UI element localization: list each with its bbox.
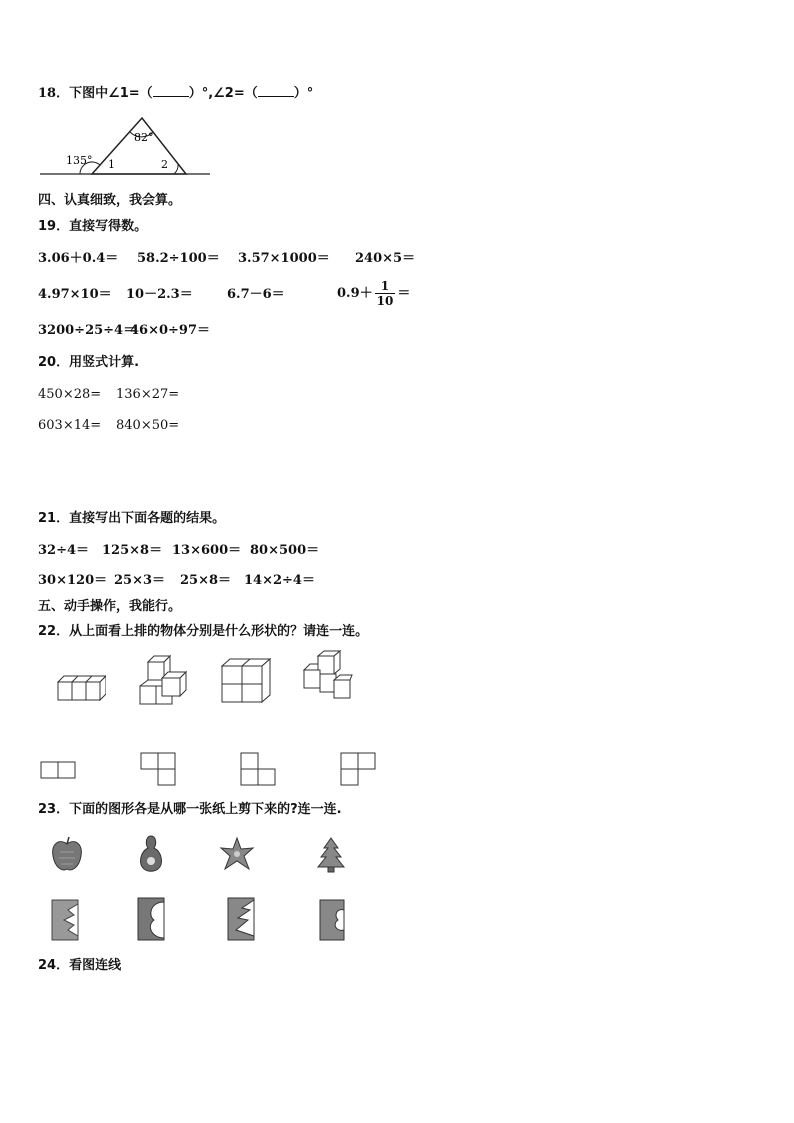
angle2-arc xyxy=(174,164,178,174)
top-view-1 xyxy=(40,760,78,780)
q21-item: 30×120＝ xyxy=(38,573,108,588)
frac-prefix: 0.9＋ xyxy=(337,286,373,301)
q18-line xyxy=(38,84,313,102)
q18-number: 18． xyxy=(38,86,70,101)
q18-mid: ）°,∠2=（ xyxy=(188,86,258,101)
q21-title: 21．直接写出下面各题的结果。 xyxy=(38,511,226,526)
q18-end: ）° xyxy=(293,86,314,101)
q18-text: 下图中∠1=（ xyxy=(69,86,153,101)
q19-item: 3200÷25÷4＝ xyxy=(38,323,137,338)
q19-item: 3.57×1000＝ xyxy=(238,251,330,266)
frac-numerator: 1 xyxy=(375,279,396,294)
cut-paper-4 xyxy=(318,898,348,942)
q20-item: 136×27= xyxy=(116,387,180,402)
q21-item: 80×500＝ xyxy=(250,543,320,558)
q21-item: 125×8＝ xyxy=(102,543,163,558)
q24-title: 24．看图连线 xyxy=(38,958,122,973)
top-view-4 xyxy=(340,752,378,788)
tree-icon xyxy=(316,836,346,874)
fraction xyxy=(375,279,396,308)
angle2-label: 2 xyxy=(161,158,168,171)
q20-item: 603×14= xyxy=(38,418,102,433)
q19-item: 6.7－6＝ xyxy=(227,287,285,302)
q19-item: 58.2÷100＝ xyxy=(137,251,220,266)
q21-item: 25×8＝ xyxy=(180,573,232,588)
q20-item: 450×28= xyxy=(38,387,102,402)
gourd-icon xyxy=(134,834,168,874)
q23-title: 23．下面的图形各是从哪一张纸上剪下来的?连一连. xyxy=(38,802,342,817)
angle-ext-label: 135° xyxy=(66,154,93,167)
cube-group-1 xyxy=(56,668,106,704)
answer-blank-1[interactable] xyxy=(153,84,189,97)
q19-item: 3.06＋0.4＝ xyxy=(38,251,119,266)
q21-item: 32÷4＝ xyxy=(38,543,90,558)
q19-title: 19．直接写得数。 xyxy=(38,219,148,234)
cut-paper-3 xyxy=(226,896,256,942)
section-5-title: 五、动手操作，我能行。 xyxy=(38,599,182,614)
cube-group-2 xyxy=(136,654,190,708)
cut-paper-1 xyxy=(50,898,80,942)
top-view-2 xyxy=(140,752,178,788)
section-4-title: 四、认真细致，我会算。 xyxy=(38,193,182,208)
answer-blank-2[interactable] xyxy=(258,84,294,97)
q22-title: 22．从上面看上排的物体分别是什么形状的？请连一连。 xyxy=(38,624,369,639)
angle-top-label: 82° xyxy=(134,131,154,144)
q21-item: 14×2÷4＝ xyxy=(244,573,315,588)
q19-item: 46×0÷97＝ xyxy=(130,323,211,338)
q21-item: 25×3＝ xyxy=(114,573,166,588)
cut-paper-2 xyxy=(136,896,166,942)
q19-fraction-item xyxy=(337,274,410,314)
triangle-figure xyxy=(40,110,210,182)
frac-denominator: 10 xyxy=(376,294,394,308)
cube-group-3 xyxy=(220,656,272,706)
top-view-3 xyxy=(240,752,278,788)
q19-item: 10－2.3＝ xyxy=(126,287,193,302)
q21-item: 13×600＝ xyxy=(172,543,242,558)
q19-item: 240×5＝ xyxy=(355,251,416,266)
q20-title: 20．用竖式计算. xyxy=(38,355,140,370)
cube-group-4 xyxy=(300,650,354,704)
triangle xyxy=(92,118,186,174)
q19-item: 4.97×10＝ xyxy=(38,287,112,302)
flower-icon xyxy=(218,836,256,872)
apple-icon xyxy=(50,836,84,874)
angle1-label: 1 xyxy=(108,158,115,171)
q20-item: 840×50= xyxy=(116,418,180,433)
frac-suffix: ＝ xyxy=(397,286,411,301)
